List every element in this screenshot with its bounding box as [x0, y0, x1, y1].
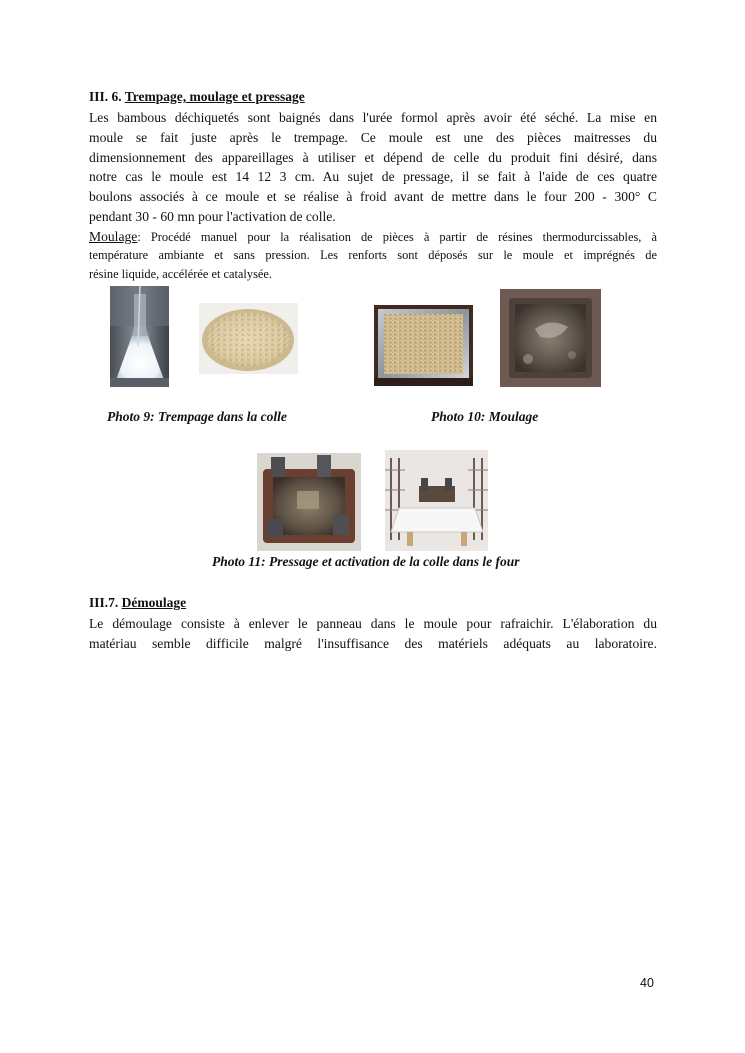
body-line: dimensionnement des appareillages à utiliser et dépend de celle du produit fini désiré, dans — [89, 150, 657, 165]
section-3-7-title: Démoulage — [121, 595, 187, 610]
photo-9-caption: Photo 9: Trempage dans la colle — [107, 409, 287, 424]
body-line: moule se fait juste après le trempage. Ce moule est une des pièces maitresses du — [89, 130, 657, 145]
section-3-6-number: III. 6. — [89, 89, 122, 104]
body-line: notre cas le moule est 14 12 3 cm. Au sujet de pressage, il se fait à l'aide de ces quatre — [89, 169, 657, 184]
metal-mould-photo — [500, 289, 601, 387]
bamboo-dish-photo — [199, 303, 298, 374]
section-3-7-heading — [89, 595, 186, 611]
press-bolts-photo — [257, 453, 361, 551]
section-3-6-heading — [89, 89, 305, 105]
moulage-line — [89, 227, 657, 247]
oven-photo — [385, 450, 488, 551]
section-3-7-number: III.7. — [89, 595, 119, 610]
flask-photo — [110, 286, 169, 387]
body-line: pendant 30 - 60 mn pour l'activation de colle. — [89, 209, 336, 224]
body-line: matériau semble difficile malgré l'insuffisance des matériels adéquats au laboratoire. — [89, 636, 657, 651]
moulage-line: résine liquide, accélérée et catalysée. — [89, 267, 272, 281]
moulage-line: température ambiante et sans pression. Les renforts sont déposés sur le moule et imprégnés de — [89, 248, 657, 262]
moulage-term: Moulage — [89, 229, 138, 244]
photo-10-caption: Photo 10: Moulage — [431, 409, 539, 424]
mould-filled-photo — [374, 305, 473, 386]
body-line: boulons associés à ce moule et se réalise à froid avant de mettre dans le four 200 - 300° C — [89, 189, 657, 204]
body-line: Le démoulage consiste à enlever le panneau dans le moule pour rafraichir. L'élaboration du — [89, 616, 657, 631]
page-number: 40 — [640, 976, 654, 990]
body-line: Les bambous déchiquetés sont baignés dans l'urée formol après avoir été séché. La mise en — [89, 110, 657, 125]
section-3-6-title: Trempage, moulage et pressage — [124, 89, 305, 104]
moulage-line1-text: : Procédé manuel pour la réalisation de pièces à partir de résines thermodurcissables, à — [137, 230, 657, 244]
photo-11-caption: Photo 11: Pressage et activation de la colle dans le four — [212, 554, 520, 569]
